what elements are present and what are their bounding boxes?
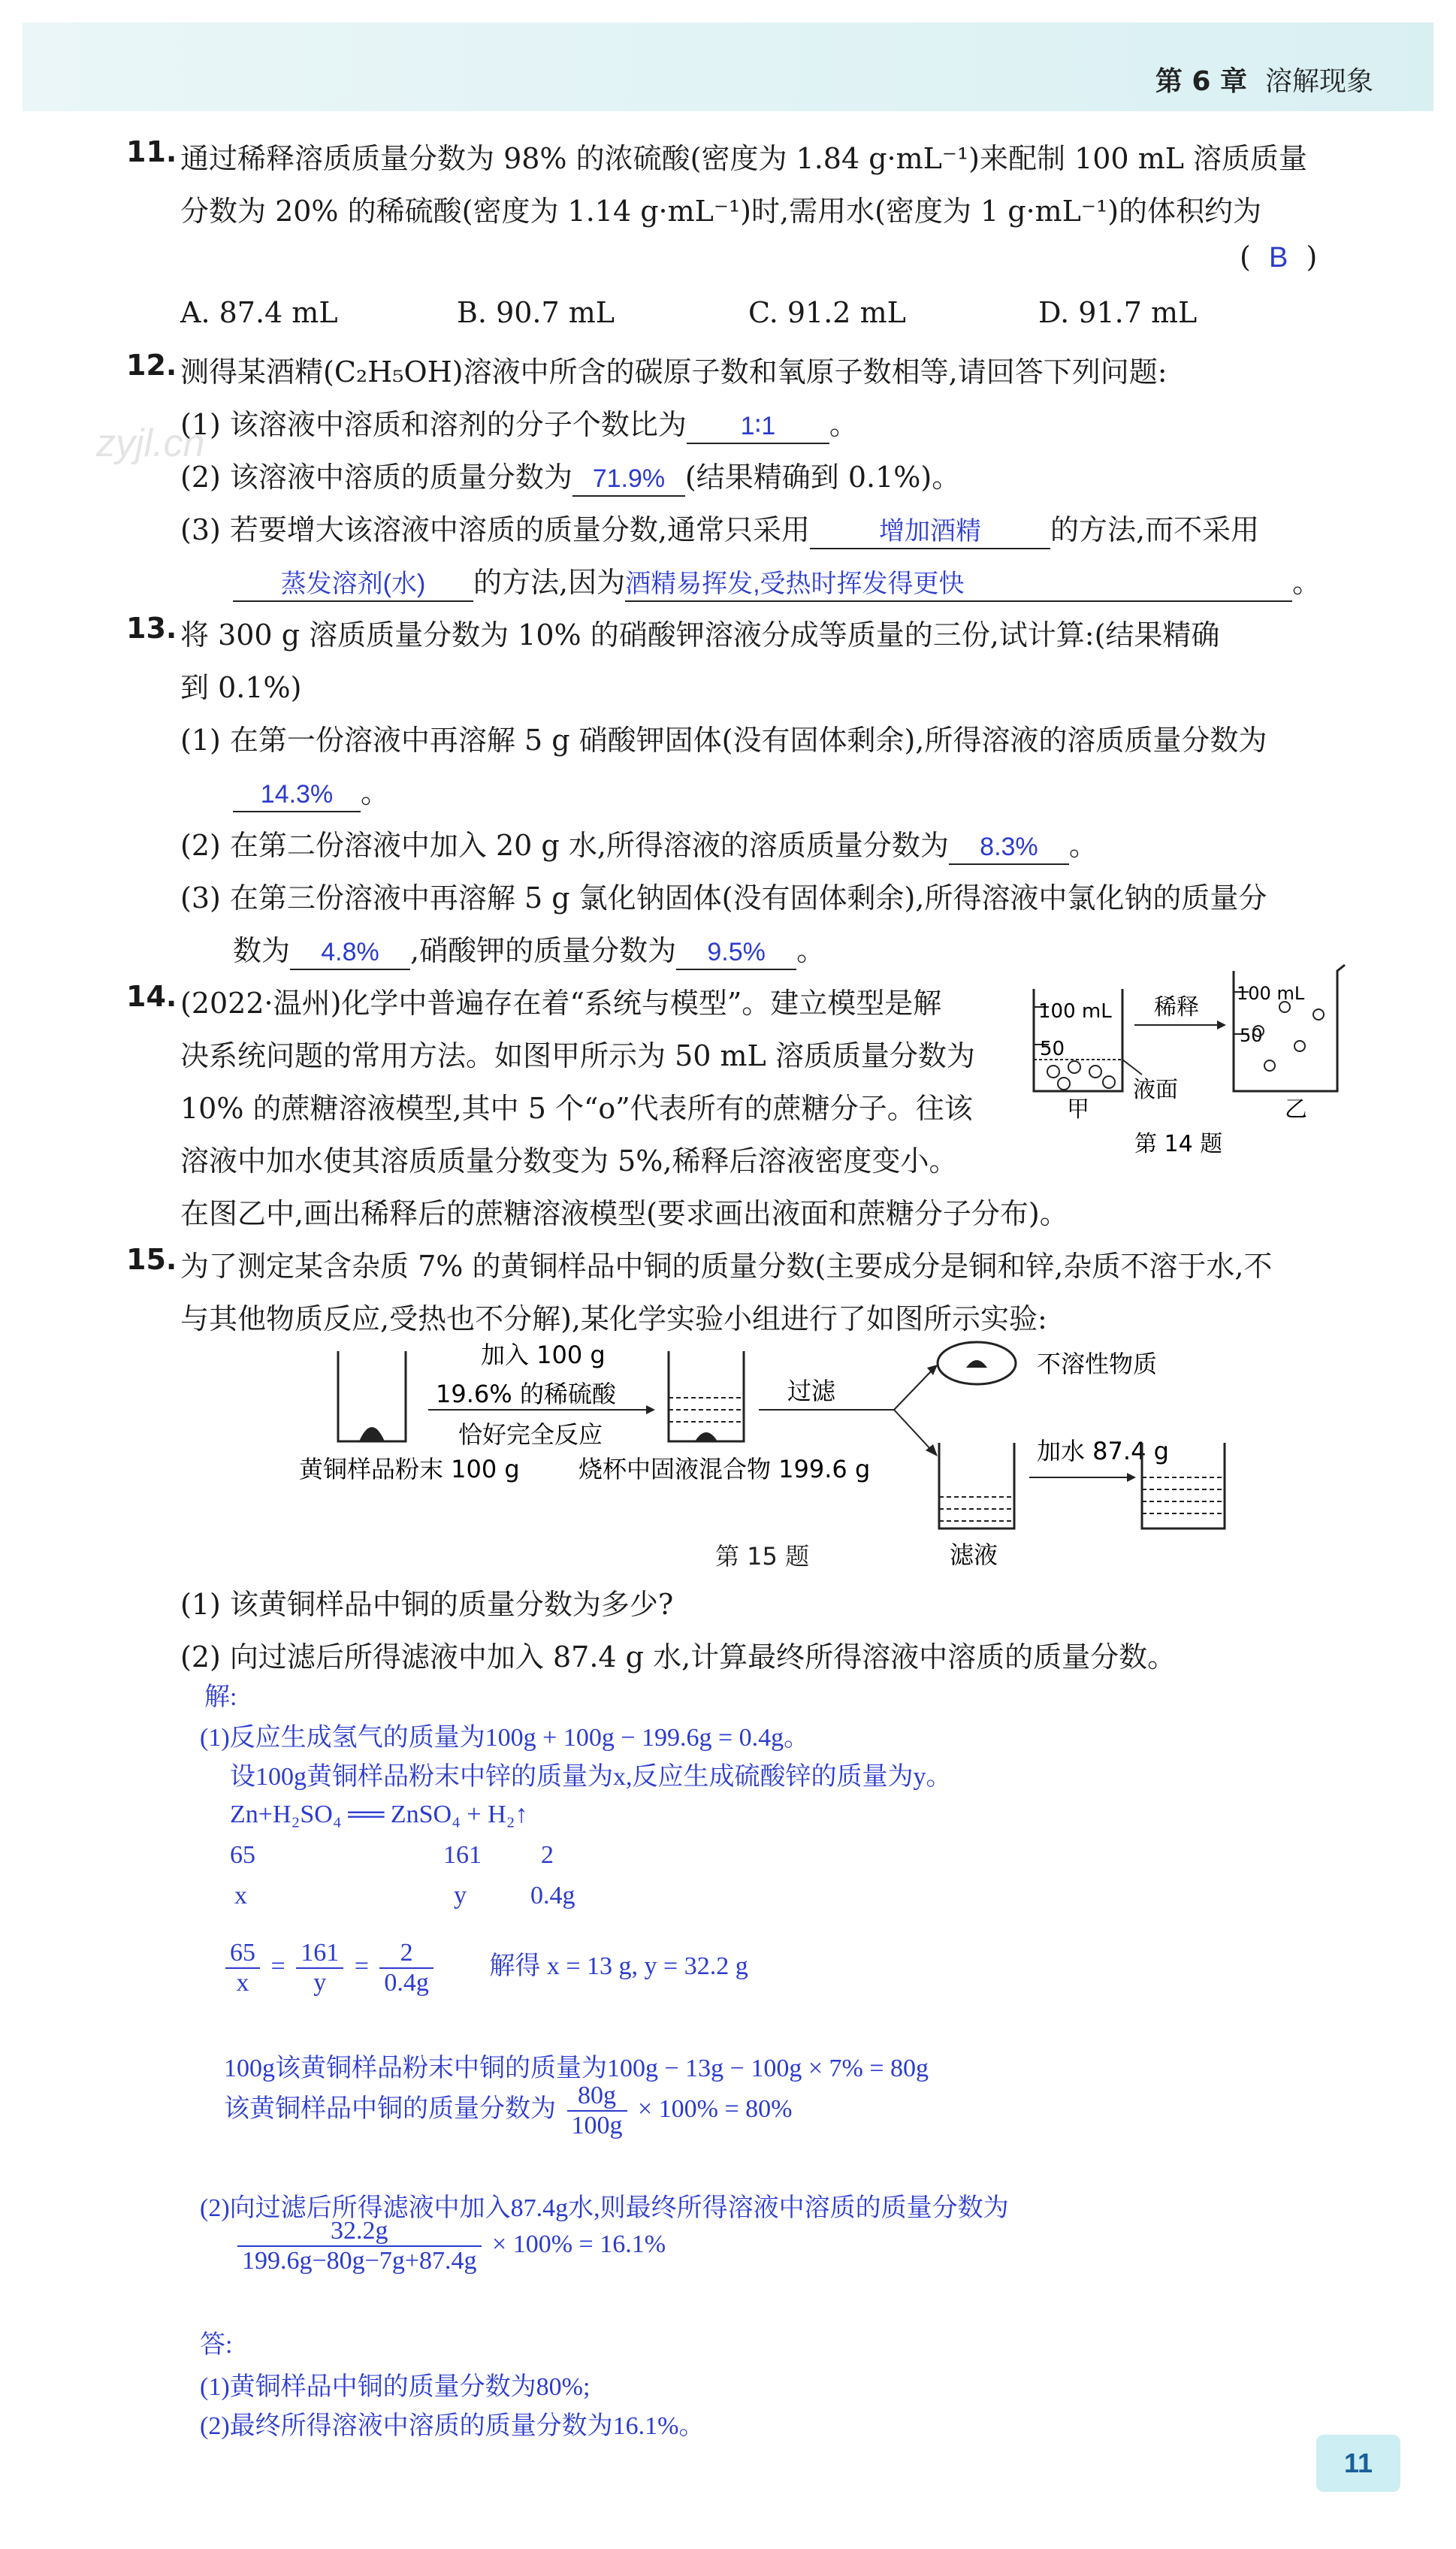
q15-filtrate-label: 滤液	[950, 1541, 998, 1569]
q12-part3-answer1: 增加酒精	[810, 515, 1050, 549]
solution-step5: (2)向过滤后所得滤液中加入87.4g水,则最终所得溶液中溶质的质量分数为	[200, 2194, 1009, 2222]
q13-part3: (3) 在第三份溶液中再溶解 5 g 氯化钠固体(没有固体剩余),所得溶液中氯化钠的质量分	[180, 881, 1267, 915]
solution-var-y: y	[454, 1882, 467, 1909]
q14-surface-label: 液面	[1133, 1077, 1178, 1103]
solution-step4: 该黄铜样品中铜的质量分数为 $\frac{80g}{100g}$ × 100% = 80%	[224, 2082, 793, 2139]
q14-number: 14.	[126, 980, 177, 1013]
chapter-header: 第 6 章 溶解现象	[1155, 66, 1373, 97]
q12-part3-answer2: 蒸发溶剂(水)	[233, 567, 473, 602]
q14-line2: 决系统问题的常用方法。如图甲所示为 50 mL 溶质质量分数为	[180, 1039, 975, 1072]
answer-1: (1)黄铜样品中铜的质量分数为80%;	[200, 2373, 591, 2401]
solution-proportion: $\frac{65}{x}$ = $\frac{161}{y}$ = $\frac{2}{0.4g}$ 解得 x = 13 g, y = 32.2 g	[221, 1939, 748, 1997]
q12-number: 12.	[126, 349, 177, 382]
q13-number: 13.	[126, 612, 177, 645]
q14-mark100a: 100 mL	[1038, 1000, 1112, 1023]
q12-part3-answer3: 酒精易挥发,受热时挥发得更快	[625, 567, 1292, 602]
solution-var-h2: 0.4g	[530, 1882, 575, 1909]
q14-line3: 10% 的蔗糖溶液模型,其中 5 个“o”代表所有的蔗糖分子。往该	[180, 1092, 973, 1125]
q14-caption: 第 14 题	[1134, 1131, 1223, 1157]
q12-part2-answer: 71.9%	[572, 462, 685, 497]
q15-stem2: 与其他物质反应,受热也不分解),某化学实验小组进行了如图所示实验:	[180, 1302, 1047, 1335]
q15-add-water-label: 加水 87.4 g	[1037, 1437, 1169, 1465]
q15-sample-label: 黄铜样品粉末 100 g	[299, 1455, 520, 1483]
solution-var-x: x	[234, 1882, 247, 1909]
q15-add-line2: 19.6% 的稀硫酸	[436, 1380, 616, 1408]
q14-arrow-label: 稀释	[1154, 994, 1199, 1021]
q13-part1-line2: 14.3% 。	[233, 770, 389, 812]
solution-step2: 设100g黄铜样品粉末中锌的质量为x,反应生成硫酸锌的质量为y。	[230, 1763, 952, 1791]
q11-answer: B	[1269, 242, 1288, 274]
q14-figure	[1029, 962, 1405, 1180]
q13-part3-answer2: 9.5%	[676, 936, 796, 970]
q13-part3-line2: 数为 4.8% ,硝酸钾的质量分数为 9.5% 。	[233, 927, 825, 970]
q11-number: 11.	[126, 135, 177, 168]
solution-mass-znso4: 161	[443, 1841, 482, 1869]
q15-insoluble-label: 不溶性物质	[1037, 1350, 1158, 1378]
solution-mass-zn: 65	[230, 1841, 255, 1869]
q12-part2: (2) 该溶液中溶质的质量分数为 71.9% (结果精确到 0.1%)。	[180, 454, 960, 497]
q15-beaker-filtrate	[939, 1443, 1014, 1528]
q15-stem1: 为了测定某含杂质 7% 的黄铜样品中铜的质量分数(主要成分是铜和锌,杂质不溶于水,不	[180, 1250, 1273, 1283]
solution-step6: $\frac{32.2g}{199.6g-80g-7g+87.4g}$ × 100% = 16.1%	[233, 2217, 666, 2275]
watermark: zyjl.cn	[96, 422, 205, 465]
q14-mark50a: 50	[1040, 1038, 1065, 1060]
q12-part1: (1) 该溶液中溶质和溶剂的分子个数比为 1∶1 。	[180, 401, 858, 444]
answer-2: (2)最终所得溶液中溶质的质量分数为16.1%。	[200, 2412, 705, 2440]
q14-mark100b: 100 mL	[1237, 983, 1305, 1004]
q15-add-line1: 加入 100 g	[481, 1341, 606, 1369]
q11-line2: 分数为 20% 的稀硫酸(密度为 1.14 g·mL⁻¹)时,需用水(密度为 1 g·mL⁻¹)的体积约为	[180, 195, 1262, 228]
q13-part1: (1) 在第一份溶液中再溶解 5 g 硝酸钾固体(没有固体剩余),所得溶液的溶质质量分数为	[180, 724, 1267, 757]
q14-molecule	[1058, 1078, 1070, 1090]
solution-step3: 100g该黄铜样品粉末中铜的质量为100g − 13g − 100g × 7% = 80g	[224, 2055, 929, 2082]
q15-filter-label: 过滤	[787, 1377, 836, 1405]
q14-molecule	[1103, 1076, 1115, 1088]
q15-mixture-label: 烧杯中固液混合物 199.6 g	[578, 1455, 871, 1483]
q13-stem2: 到 0.1%)	[180, 671, 302, 704]
q11-answer-bracket: ( B )	[1240, 240, 1318, 274]
q13-part3-answer1: 4.8%	[290, 936, 410, 970]
q12-part3: (3) 若要增大该溶液中溶质的质量分数,通常只采用 增加酒精 的方法,而不采用	[180, 506, 1259, 549]
q11-option-a: A. 87.4 mL	[180, 296, 338, 329]
q15-number: 15.	[126, 1243, 177, 1276]
solution-step1: (1)反应生成氢气的质量为100g + 100g − 199.6g = 0.4g。	[200, 1724, 810, 1752]
q14-molecule	[1089, 1066, 1101, 1078]
q14-label-b: 乙	[1285, 1096, 1307, 1123]
q14-line1: (2022·温州)化学中普遍存在着“系统与模型”。建立模型是解	[180, 987, 942, 1020]
q12-part3-line2: 蒸发溶剂(水) 的方法,因为酒精易挥发,受热时挥发得更快 。	[233, 559, 1321, 602]
q13-part2-answer: 8.3%	[949, 830, 1069, 865]
q15-add-line3: 恰好完全反应	[458, 1420, 603, 1449]
solution-equation: Zn+H₂SO₄ ══ ZnSO₄ + H₂↑	[230, 1801, 528, 1828]
solution-label: 解:	[204, 1683, 237, 1711]
q11-option-d: D. 91.7 mL	[1038, 296, 1198, 329]
q14-molecule	[1047, 1066, 1059, 1078]
q15-caption: 第 15 题	[715, 1542, 810, 1571]
q13-part2: (2) 在第二份溶液中加入 20 g 水,所得溶液的溶质质量分数为 8.3% 。	[180, 822, 1098, 865]
q14-label-a: 甲	[1067, 1096, 1089, 1123]
q11-option-c: C. 91.2 mL	[748, 296, 906, 329]
q15-part1: (1) 该黄铜样品中铜的质量分数为多少?	[180, 1588, 674, 1621]
q12-part1-answer: 1∶1	[687, 410, 829, 444]
q11-line1: 通过稀释溶质质量分数为 98% 的浓硫酸(密度为 1.84 g·mL⁻¹)来配制 100 mL 溶质质量	[180, 142, 1308, 175]
q12-stem: 测得某酒精(C₂H₅OH)溶液中所含的碳原子数和氧原子数相等,请回答下列问题:	[180, 355, 1168, 389]
q13-stem1: 将 300 g 溶质质量分数为 10% 的硝酸钾溶液分成等质量的三份,试计算:(结果精确	[180, 618, 1220, 652]
q15-beaker-mixture	[669, 1351, 744, 1441]
solution-mass-h2: 2	[541, 1841, 554, 1869]
page-number: 11	[1316, 2435, 1400, 2492]
q11-option-b: B. 90.7 mL	[457, 296, 615, 329]
q15-brass-powder	[359, 1427, 385, 1441]
q14-line4: 溶液中加水使其溶质质量分数变为 5%,稀释后溶液密度变小。	[180, 1144, 958, 1178]
q14-line5: 在图乙中,画出稀释后的蔗糖溶液模型(要求画出液面和蔗糖分子分布)。	[180, 1197, 1068, 1230]
q14-molecule	[1068, 1061, 1080, 1073]
answer-label: 答:	[200, 2331, 233, 2359]
q13-part1-answer: 14.3%	[233, 778, 361, 812]
q14-mark50b: 50	[1240, 1025, 1263, 1046]
q15-part2: (2) 向过滤后所得滤液中加入 87.4 g 水,计算最终所得溶液中溶质的质量分数。	[180, 1640, 1177, 1674]
